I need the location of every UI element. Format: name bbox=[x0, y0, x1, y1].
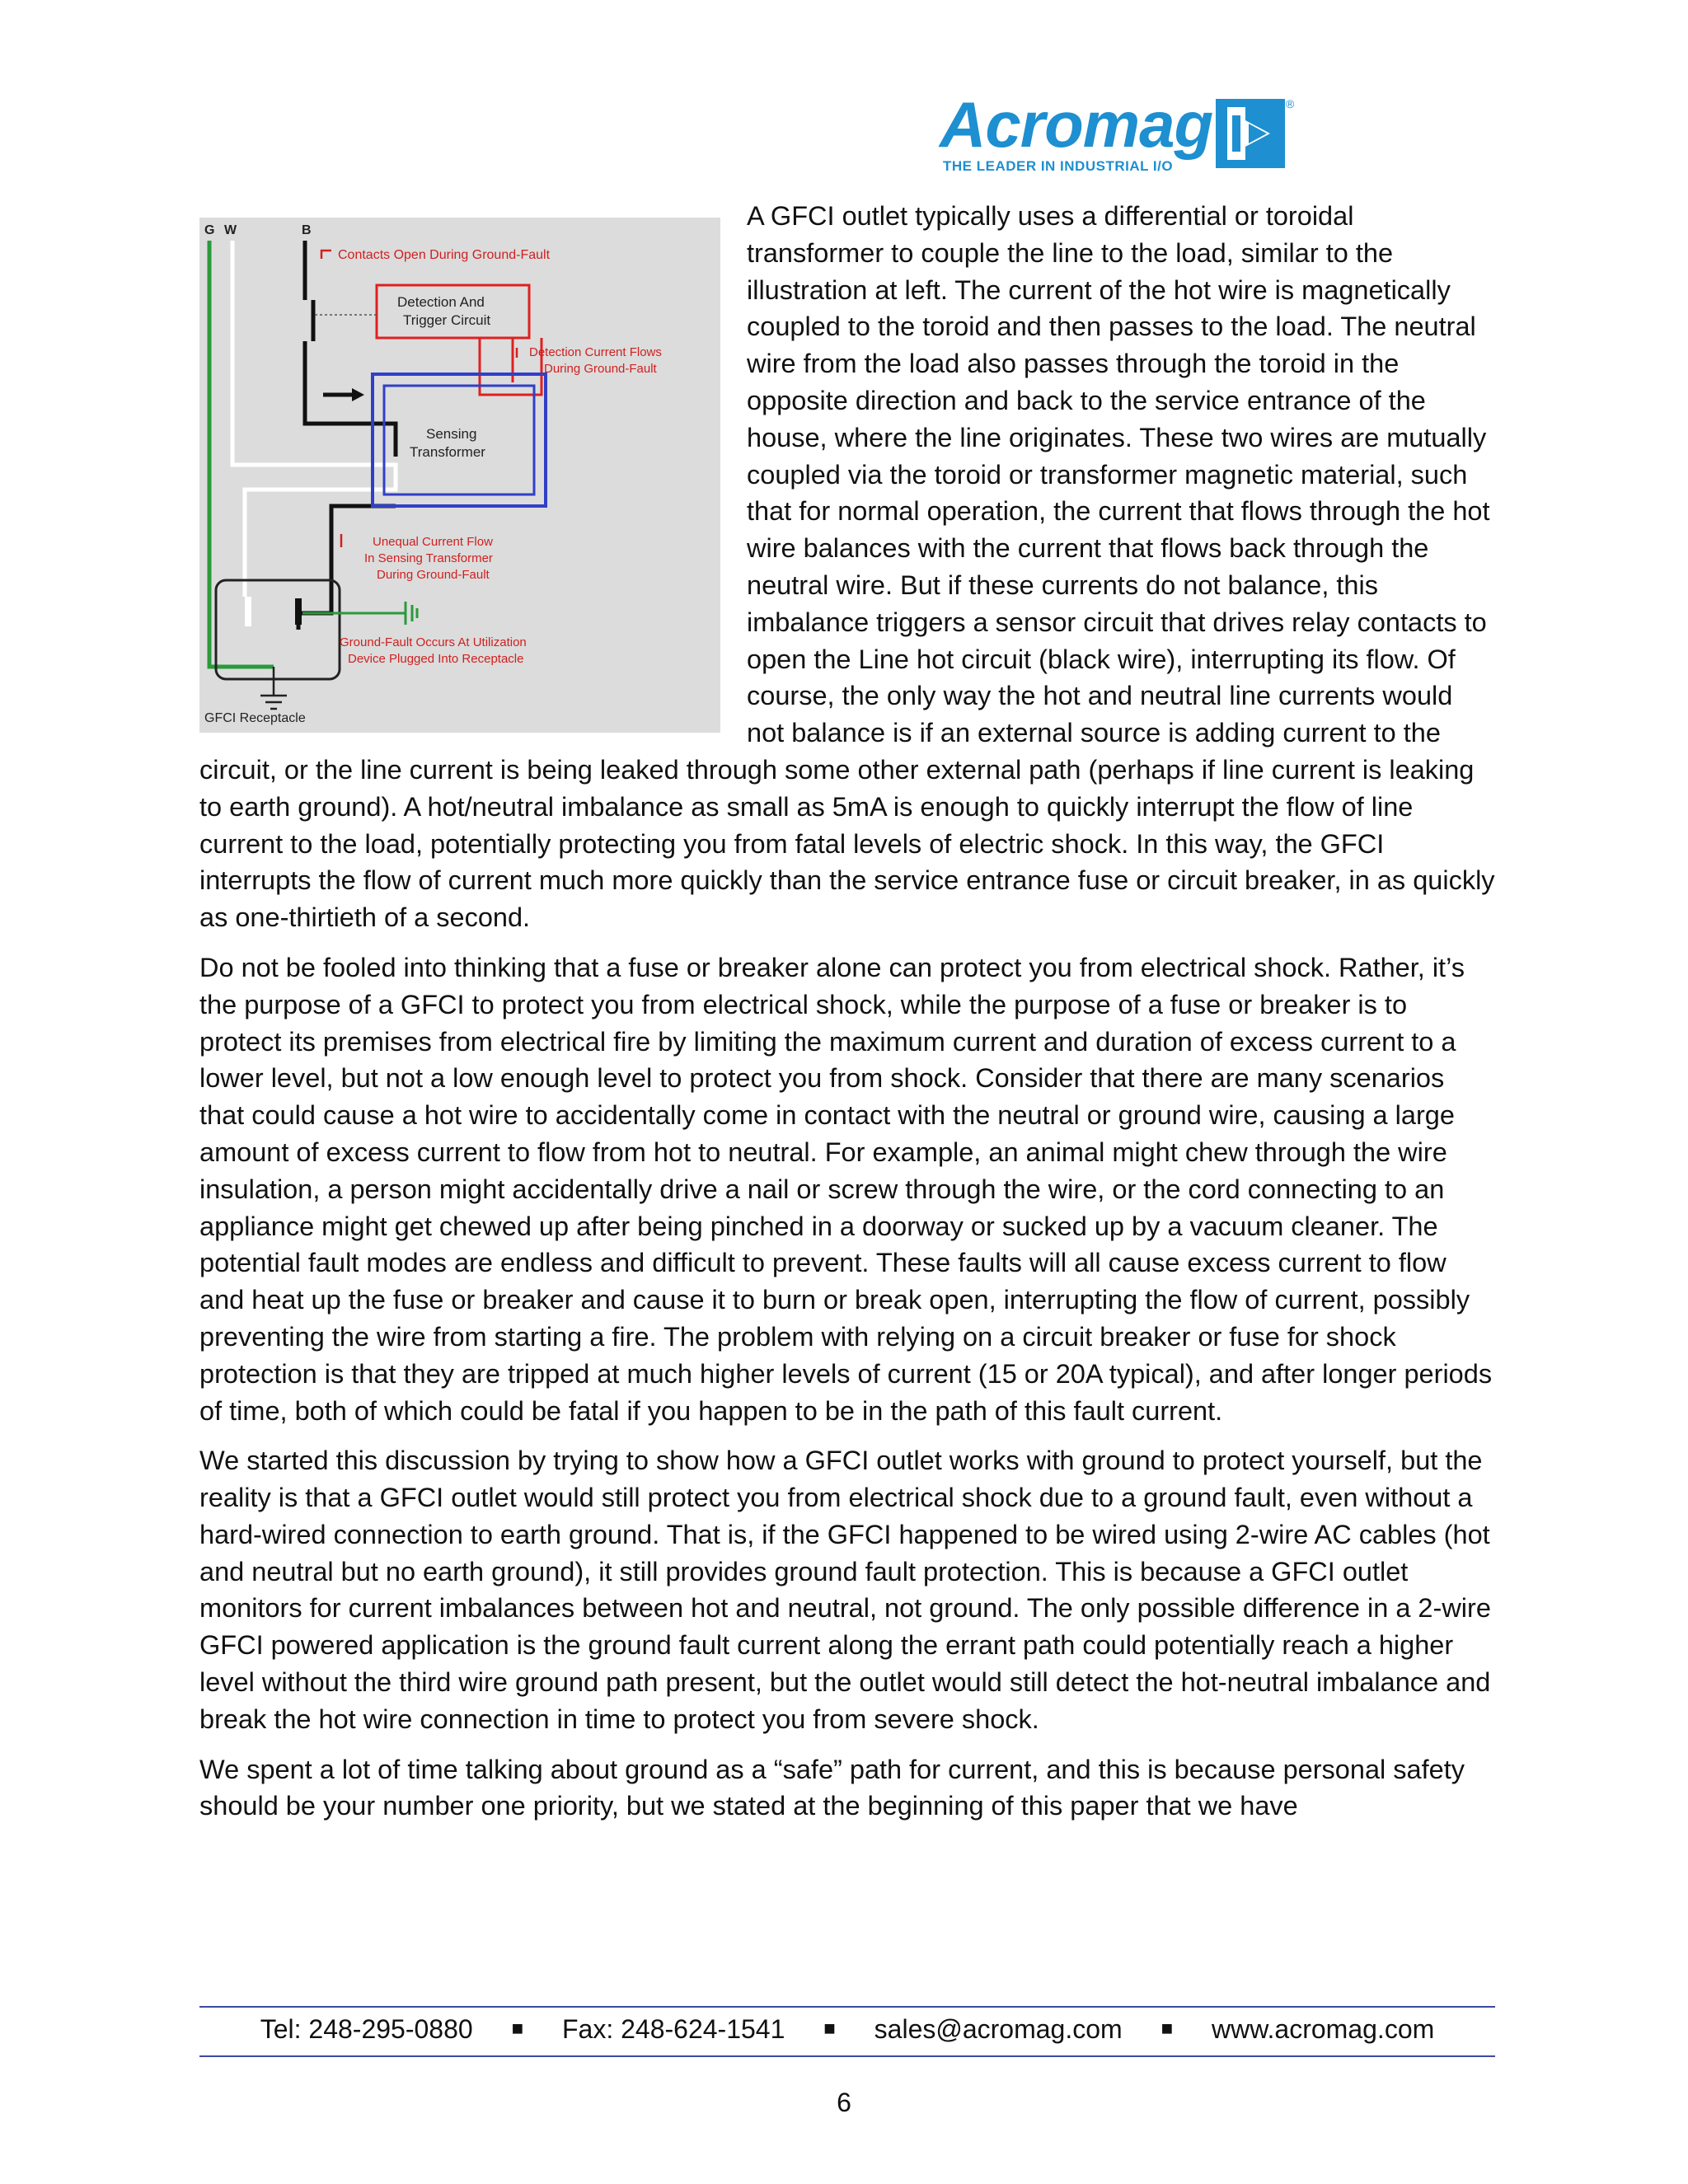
label-gfci-receptacle: GFCI Receptacle bbox=[204, 711, 306, 725]
label-detection-current-1: Detection Current Flows bbox=[529, 345, 662, 359]
footer-tel: Tel: 248-295-0880 bbox=[260, 2014, 473, 2044]
gfci-diagram bbox=[199, 218, 720, 733]
footer-separator: ■ bbox=[511, 2018, 524, 2040]
document-body bbox=[199, 198, 1495, 1838]
footer-rule-bottom bbox=[199, 2055, 1495, 2057]
logo-arrow-icon bbox=[1216, 99, 1285, 168]
logo-registered-mark: ® bbox=[1286, 97, 1295, 110]
footer-contact bbox=[199, 2011, 1495, 2050]
footer-web[interactable]: www.acromag.com bbox=[1211, 2014, 1435, 2044]
paragraph-3: We started this discussion by trying to show how a GFCI outlet works with ground to protect yourself, but the reality is that a GFCI outlet would still protect you from electrical shock due to a ground fault, even without a hard-wired connection to earth ground. That is, if the GFCI happened to be wired using 2-wire AC cables (hot and neutral but no earth ground), it still provides ground fault protection. This is because a GFCI outlet monitors for current imbalances between hot and neutral, not ground. The only possible difference in a 2-wire GFCI powered application is the ground fault current along the errant path could potentially reach a higher level without the third wire ground path present, but the outlet would still detect the hot-neutral imbalance and break the hot wire connection in time to protect you from severe shock. bbox=[199, 1446, 1491, 1734]
label-sensing-2: Transformer bbox=[410, 444, 485, 460]
gfci-diagram-svg bbox=[199, 218, 720, 733]
contacts-arrow-icon bbox=[321, 251, 331, 259]
page-number: 6 bbox=[837, 2088, 851, 2117]
acromag-logo bbox=[940, 88, 1302, 180]
footer-fax: Fax: 248-624-1541 bbox=[561, 2014, 785, 2044]
label-unequal-2: In Sensing Transformer bbox=[364, 551, 493, 565]
label-contacts-open: Contacts Open During Ground-Fault bbox=[338, 248, 551, 262]
arrow-head-icon bbox=[352, 388, 364, 401]
label-g: G bbox=[204, 223, 215, 237]
label-ground-fault-1: Ground-Fault Occurs At Utilization bbox=[340, 635, 527, 649]
label-detection-2: Trigger Circuit bbox=[403, 312, 491, 328]
paragraph-2: Do not be fooled into thinking that a fuse or breaker alone can protect you from electrical shock. Rather, it’s the purpose of a GFCI to protect you from electrical shock, while the purpose of a fuse or breaker is to protect its premises from electrical fire by limiting the maximum current and duration of excess current to a lower level, but not a low enough level to protect you from shock. Consider that there are many scenarios that could cause a hot wire to accidentally come in contact with the neutral or ground wire, causing a large amount of excess current to flow from hot to neutral. For example, an animal might chew through the wire insulation, a person might accidentally drive a nail or screw through the wire, or the cord connecting to an appliance might get chewed up after being pinched in a doorway or sucked up by a vacuum cleaner. The potential fault modes are endless and difficult to prevent. These faults will all cause excess current to flow and heat up the fuse or breaker and cause it to burn or break open, interrupting the flow of current, possibly preventing the wire from starting a fire. The problem with relying on a circuit breaker or fuse for shock protection is that they are tripped at much higher levels of current (15 or 20A typical), and after longer periods of time, both of which could be fatal if you happen to be in the path of this fault current. bbox=[199, 952, 1493, 1426]
paragraph-1: A GFCI outlet typically uses a differential or toroidal transformer to couple the line to the load, similar to the illustration at left. The current of the hot wire is magnetically coupled to the toroid and then passes to the load. The neutral wire from the load also passes through the toroid in the opposite direction and back to the service entrance of the house, where the line originates. These two wires are mutually coupled via the toroid or transformer magnetic material, such that for normal operation, the current that flows through the hot wire balances with the current that flows back through the neutral wire. But if these currents do not balance, this imbalance triggers a sensor circuit that drives relay contacts to open the Line hot circuit (black wire), interrupting its flow. Of course, the only way the hot and neutral line currents would not balance is if an external source is adding current to the circuit, or the line current is being leaked through some other external path (perhaps if line current is leaking to earth ground). A hot/neutral imbalance as small as 5mA is enough to quickly interrupt the flow of line current to the load, potentially protecting you from fatal levels of electric shock. In this way, the GFCI interrupts the flow of current much more quickly than the service entrance fuse or circuit breaker, in as quickly as one-thirtieth of a second. bbox=[199, 201, 1495, 933]
hot-wire-mid bbox=[305, 341, 396, 457]
label-unequal-1: Unequal Current Flow bbox=[373, 535, 493, 549]
label-ground-fault-2: Device Plugged Into Receptacle bbox=[348, 652, 524, 666]
label-w: W bbox=[224, 223, 237, 237]
footer-rule-top bbox=[199, 2006, 1495, 2008]
label-detection-current-2: During Ground-Fault bbox=[544, 362, 657, 376]
footer-email[interactable]: sales@acromag.com bbox=[874, 2014, 1123, 2044]
receptacle-neutral-slot bbox=[245, 597, 251, 626]
receptacle-hot-slot bbox=[295, 598, 302, 625]
earth-ground-icon bbox=[260, 667, 287, 709]
logo-tagline: THE LEADER IN INDUSTRIAL I/O bbox=[943, 158, 1174, 174]
ground-wire bbox=[209, 241, 274, 667]
ground-fault-symbol-icon bbox=[406, 602, 417, 625]
label-unequal-3: During Ground-Fault bbox=[377, 568, 490, 582]
label-detection-1: Detection And bbox=[397, 294, 485, 310]
receptacle-outline bbox=[216, 580, 340, 679]
detection-circuit-box bbox=[377, 285, 529, 338]
footer-separator: ■ bbox=[823, 2018, 836, 2040]
label-b: B bbox=[302, 223, 312, 237]
footer-separator: ■ bbox=[1160, 2018, 1174, 2040]
paragraph-4: We spent a lot of time talking about ground as a “safe” path for current, and this is because personal safety should be your number one priority, but we stated at the beginning of this paper that we have bbox=[199, 1754, 1465, 1821]
logo-wordmark: Acromag bbox=[940, 88, 1213, 161]
label-sensing-1: Sensing bbox=[426, 426, 477, 442]
